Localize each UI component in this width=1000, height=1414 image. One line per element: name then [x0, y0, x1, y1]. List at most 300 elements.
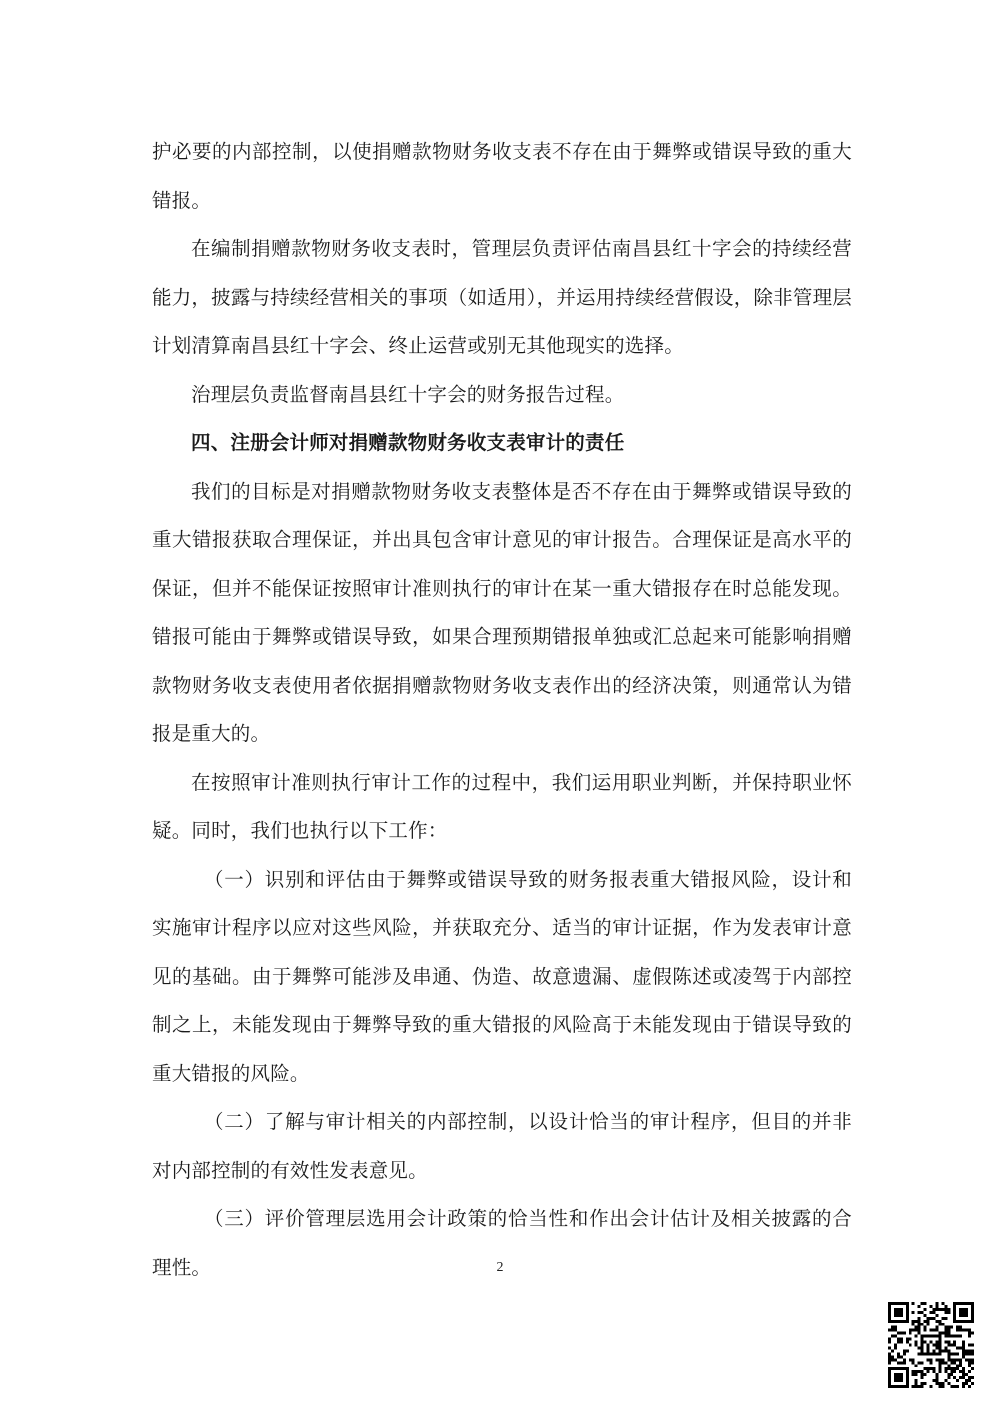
qr-module: [897, 1379, 900, 1382]
qr-module: [938, 1367, 941, 1370]
qr-module: [968, 1344, 971, 1347]
qr-module: [888, 1355, 891, 1358]
qr-module: [906, 1382, 909, 1385]
qr-module: [903, 1367, 906, 1370]
qr-module: [938, 1338, 941, 1341]
qr-module: [888, 1320, 891, 1323]
qr-module: [915, 1320, 918, 1323]
qr-module: [938, 1335, 941, 1338]
qr-module: [950, 1373, 953, 1376]
qr-module: [947, 1308, 950, 1311]
qr-module: [918, 1317, 921, 1320]
qr-module: [897, 1341, 900, 1344]
qr-module: [965, 1373, 968, 1376]
qr-module: [953, 1308, 956, 1311]
qr-module: [938, 1358, 941, 1361]
qr-module: [944, 1326, 947, 1329]
qr-module: [900, 1355, 903, 1358]
qr-module: [915, 1385, 918, 1388]
qr-module: [924, 1382, 927, 1385]
qr-module: [906, 1341, 909, 1344]
qr-module: [938, 1370, 941, 1373]
qr-module: [944, 1379, 947, 1382]
qr-module: [921, 1311, 924, 1314]
paragraph-internal-control: 护必要的内部控制，以使捐赠款物财务收支表不存在由于舞弊或错误导致的重大错报。: [152, 140, 852, 212]
qr-module: [965, 1302, 968, 1305]
qr-module: [947, 1352, 950, 1355]
qr-module: [900, 1373, 903, 1376]
qr-module: [897, 1361, 900, 1364]
qr-module: [906, 1320, 909, 1323]
qr-module: [971, 1314, 974, 1317]
qr-module: [924, 1302, 927, 1305]
qr-module: [918, 1352, 921, 1355]
qr-module: [915, 1344, 918, 1347]
qr-module: [953, 1320, 956, 1323]
qr-module: [906, 1317, 909, 1320]
qr-module: [894, 1302, 897, 1305]
qr-module: [921, 1352, 924, 1355]
qr-module: [971, 1344, 974, 1347]
qr-module: [894, 1379, 897, 1382]
qr-module: [938, 1349, 941, 1352]
qr-module: [927, 1320, 930, 1323]
qr-module: [891, 1326, 894, 1329]
qr-module: [947, 1311, 950, 1314]
qr-module: [932, 1367, 935, 1370]
qr-module: [932, 1370, 935, 1373]
qr-module: [968, 1379, 971, 1382]
qr-module: [915, 1326, 918, 1329]
qr-module: [912, 1302, 915, 1305]
qr-module: [888, 1317, 891, 1320]
qr-module: [971, 1358, 974, 1361]
qr-module: [906, 1311, 909, 1314]
qr-module: [965, 1349, 968, 1352]
qr-module: [930, 1317, 933, 1320]
qr-module: [918, 1326, 921, 1329]
qr-module: [956, 1335, 959, 1338]
qr-module: [944, 1308, 947, 1311]
qr-module: [891, 1385, 894, 1388]
list-item-3: （三）评价管理层选用会计政策的恰当性和作出会计估计及相关披露的合理性。: [152, 1207, 852, 1279]
qr-module: [962, 1302, 965, 1305]
section-heading-auditor-responsibility: 四、注册会计师对捐赠款物财务收支表审计的责任: [191, 431, 625, 454]
qr-module: [930, 1367, 933, 1370]
qr-module: [900, 1332, 903, 1335]
qr-module: [971, 1308, 974, 1311]
qr-module: [900, 1367, 903, 1370]
qr-module: [959, 1358, 962, 1361]
qr-module: [900, 1314, 903, 1317]
qr-module: [921, 1338, 924, 1341]
qr-module: [956, 1379, 959, 1382]
qr-module: [932, 1344, 935, 1347]
qr-module: [941, 1317, 944, 1320]
qr-module: [912, 1320, 915, 1323]
qr-module: [971, 1349, 974, 1352]
qr-module: [921, 1323, 924, 1326]
qr-module: [968, 1370, 971, 1373]
qr-module: [956, 1385, 959, 1388]
qr-module: [962, 1311, 965, 1314]
qr-module: [935, 1376, 938, 1379]
qr-module: [965, 1314, 968, 1317]
qr-module: [909, 1332, 912, 1335]
qr-module: [965, 1382, 968, 1385]
page-number: 2: [496, 1260, 504, 1275]
qr-module: [921, 1349, 924, 1352]
qr-module: [962, 1308, 965, 1311]
qr-module: [938, 1344, 941, 1347]
qr-module: [950, 1370, 953, 1373]
qr-module: [953, 1361, 956, 1364]
qr-module: [888, 1382, 891, 1385]
qr-module: [932, 1379, 935, 1382]
qr-module: [894, 1335, 897, 1338]
qr-module: [930, 1385, 933, 1388]
qr-module: [927, 1349, 930, 1352]
qr-module: [888, 1385, 891, 1388]
qr-module: [918, 1346, 921, 1349]
qr-module: [924, 1314, 927, 1317]
qr-module: [935, 1346, 938, 1349]
qr-module: [906, 1314, 909, 1317]
qr-module: [891, 1335, 894, 1338]
qr-module: [903, 1320, 906, 1323]
qr-module: [900, 1385, 903, 1388]
qr-module: [965, 1308, 968, 1311]
qr-module: [959, 1335, 962, 1338]
qr-module: [894, 1346, 897, 1349]
qr-module: [897, 1314, 900, 1317]
qr-module: [953, 1344, 956, 1347]
qr-module: [938, 1346, 941, 1349]
qr-module: [906, 1367, 909, 1370]
qr-module: [897, 1355, 900, 1358]
paragraph-audit-objective: 我们的目标是对捐赠款物财务收支表整体是否不存在由于舞弊或错误导致的重大错报获取合理保证，并出具包含审计意见的审计报告。合理保证是高水平的保证，但并不能保证按照审计准则执行的审计在某一重大错报存在时总能发现。错报可能由于舞弊或错误导致，如果合理预期错报单独或汇总起来可能影响捐赠款物财务收支表使用者依据捐赠款物财务收支表作出的经济决策，则通常认为错报是重大的。: [152, 479, 852, 745]
qr-module: [959, 1329, 962, 1332]
qr-module: [953, 1341, 956, 1344]
qr-module: [894, 1311, 897, 1314]
qr-module: [944, 1367, 947, 1370]
qr-module: [921, 1344, 924, 1347]
qr-module: [950, 1344, 953, 1347]
qr-module: [891, 1320, 894, 1323]
qr-module: [941, 1358, 944, 1361]
qr-module: [959, 1326, 962, 1329]
qr-module: [950, 1352, 953, 1355]
qr-module: [903, 1358, 906, 1361]
qr-module: [921, 1373, 924, 1376]
qr-module: [962, 1352, 965, 1355]
qr-module: [921, 1302, 924, 1305]
qr-module: [903, 1332, 906, 1335]
qr-module: [891, 1367, 894, 1370]
qr-module: [927, 1317, 930, 1320]
qr-module: [956, 1364, 959, 1367]
qr-module: [959, 1314, 962, 1317]
qr-module: [971, 1332, 974, 1335]
qr-module: [906, 1338, 909, 1341]
qr-module: [947, 1373, 950, 1376]
qr-module: [912, 1323, 915, 1326]
qr-module: [968, 1358, 971, 1361]
qr-module: [968, 1361, 971, 1364]
qr-module: [947, 1367, 950, 1370]
qr-module: [968, 1376, 971, 1379]
qr-module: [930, 1311, 933, 1314]
qr-module: [947, 1341, 950, 1344]
qr-module: [930, 1358, 933, 1361]
qr-module: [915, 1370, 918, 1373]
qr-module: [888, 1308, 891, 1311]
qr-module: [935, 1352, 938, 1355]
qr-module: [965, 1358, 968, 1361]
qr-module: [906, 1308, 909, 1311]
qr-module: [915, 1329, 918, 1332]
qr-module: [906, 1349, 909, 1352]
list-item-2: （二）了解与审计相关的内部控制，以设计恰当的审计程序，但目的并非对内部控制的有效性发表意见。: [152, 1110, 852, 1182]
qr-module: [924, 1320, 927, 1323]
qr-module: [888, 1376, 891, 1379]
qr-module: [962, 1346, 965, 1349]
qr-module: [950, 1335, 953, 1338]
qr-module: [935, 1341, 938, 1344]
qr-module: [953, 1370, 956, 1373]
qr-module: [903, 1302, 906, 1305]
qr-module: [938, 1341, 941, 1344]
qr-module: [935, 1308, 938, 1311]
qr-module: [959, 1308, 962, 1311]
qr-module: [953, 1385, 956, 1388]
qr-module: [891, 1302, 894, 1305]
qr-module: [959, 1302, 962, 1305]
qr-module: [918, 1332, 921, 1335]
qr-module: [888, 1314, 891, 1317]
qr-module: [912, 1361, 915, 1364]
qr-module: [900, 1376, 903, 1379]
qr-module: [959, 1370, 962, 1373]
qr-module: [888, 1341, 891, 1344]
qr-module: [927, 1344, 930, 1347]
qr-module: [959, 1361, 962, 1364]
qr-module: [935, 1302, 938, 1305]
qr-module: [941, 1349, 944, 1352]
qr-module: [941, 1302, 944, 1305]
qr-module: [965, 1379, 968, 1382]
qr-module: [941, 1385, 944, 1388]
qr-module: [968, 1335, 971, 1338]
qr-module: [947, 1355, 950, 1358]
qr-module: [894, 1373, 897, 1376]
qr-module: [897, 1376, 900, 1379]
qr-module: [935, 1314, 938, 1317]
qr-module: [968, 1329, 971, 1332]
qr-module: [947, 1349, 950, 1352]
qr-module: [894, 1385, 897, 1388]
qr-module: [888, 1370, 891, 1373]
qr-module: [941, 1308, 944, 1311]
qr-module: [953, 1305, 956, 1308]
qr-module: [900, 1320, 903, 1323]
qr-module: [888, 1361, 891, 1364]
qr-module: [921, 1335, 924, 1338]
qr-module: [888, 1367, 891, 1370]
qr-module: [944, 1332, 947, 1335]
qr-module: [897, 1338, 900, 1341]
qr-module: [962, 1373, 965, 1376]
qr-module: [909, 1358, 912, 1361]
paragraph-governance: 治理层负责监督南昌县红十字会的财务报告过程。: [191, 382, 625, 406]
qr-module: [888, 1346, 891, 1349]
qr-module: [918, 1361, 921, 1364]
qr-module: [956, 1346, 959, 1349]
qr-module: [956, 1367, 959, 1370]
qr-module: [894, 1314, 897, 1317]
qr-module: [962, 1355, 965, 1358]
qr-module: [950, 1385, 953, 1388]
qr-module: [912, 1385, 915, 1388]
qr-module: [968, 1352, 971, 1355]
qr-module: [930, 1352, 933, 1355]
qr-module: [918, 1320, 921, 1323]
qr-module: [944, 1335, 947, 1338]
qr-module: [938, 1385, 941, 1388]
qr-module: [921, 1382, 924, 1385]
qr-module: [947, 1326, 950, 1329]
qr-module: [900, 1338, 903, 1341]
qr-module: [962, 1344, 965, 1347]
qr-module: [906, 1385, 909, 1388]
qr-module: [930, 1341, 933, 1344]
qr-module: [921, 1370, 924, 1373]
qr-module: [947, 1364, 950, 1367]
qr-module: [935, 1320, 938, 1323]
qr-module: [935, 1329, 938, 1332]
qr-module: [932, 1349, 935, 1352]
qr-module: [962, 1370, 965, 1373]
qr-module: [938, 1382, 941, 1385]
qr-module: [932, 1329, 935, 1332]
qr-module: [941, 1323, 944, 1326]
qr-module: [897, 1302, 900, 1305]
qr-module: [909, 1338, 912, 1341]
qr-module: [894, 1358, 897, 1361]
paragraph-professional-judgment: 在按照审计准则执行审计工作的过程中，我们运用职业判断，并保持职业怀疑。同时，我们也执行以下工作：: [152, 770, 852, 842]
qr-module: [947, 1332, 950, 1335]
qr-module: [894, 1326, 897, 1329]
qr-module: [950, 1361, 953, 1364]
qr-module: [930, 1335, 933, 1338]
qr-module: [894, 1308, 897, 1311]
qr-module: [924, 1367, 927, 1370]
paragraph-going-concern: 在编制捐赠款物财务收支表时，管理层负责评估南昌县红十字会的持续经营能力，披露与持续经营相关的事项（如适用），并运用持续经营假设，除非管理层计划清算南昌县红十字会、终止运营或别无其他现实的选择。: [152, 237, 852, 357]
qr-code-icon: [888, 1302, 974, 1388]
qr-module: [971, 1305, 974, 1308]
qr-module: [903, 1352, 906, 1355]
qr-module: [944, 1311, 947, 1314]
qr-module: [930, 1361, 933, 1364]
qr-module: [935, 1373, 938, 1376]
qr-module: [924, 1329, 927, 1332]
qr-module: [953, 1335, 956, 1338]
qr-module: [921, 1385, 924, 1388]
qr-module: [906, 1379, 909, 1382]
qr-module: [965, 1329, 968, 1332]
document-body: [152, 128, 852, 1292]
qr-module: [924, 1341, 927, 1344]
qr-module: [953, 1358, 956, 1361]
qr-module: [953, 1311, 956, 1314]
qr-module: [897, 1385, 900, 1388]
qr-module: [941, 1382, 944, 1385]
qr-module: [965, 1320, 968, 1323]
qr-module: [906, 1305, 909, 1308]
qr-module: [971, 1320, 974, 1323]
qr-module: [962, 1382, 965, 1385]
qr-module: [953, 1352, 956, 1355]
qr-module: [918, 1305, 921, 1308]
qr-module: [968, 1349, 971, 1352]
qr-module: [924, 1326, 927, 1329]
qr-module: [912, 1329, 915, 1332]
qr-module: [962, 1341, 965, 1344]
qr-module: [971, 1302, 974, 1305]
qr-module: [959, 1320, 962, 1323]
qr-module: [935, 1335, 938, 1338]
qr-module: [906, 1302, 909, 1305]
qr-module: [918, 1311, 921, 1314]
qr-module: [903, 1361, 906, 1364]
qr-module: [927, 1323, 930, 1326]
qr-module: [953, 1314, 956, 1317]
qr-module: [888, 1373, 891, 1376]
qr-module: [944, 1305, 947, 1308]
qr-module: [897, 1308, 900, 1311]
qr-module: [888, 1302, 891, 1305]
qr-module: [924, 1373, 927, 1376]
qr-module: [900, 1302, 903, 1305]
qr-module: [962, 1320, 965, 1323]
qr-module: [968, 1320, 971, 1323]
list-item-1: （一）识别和评估由于舞弊或错误导致的财务报表重大错报风险，设计和实施审计程序以应对这些风险，并获取充分、适当的审计证据，作为发表审计意见的基础。由于舞弊可能涉及串通、伪造、故意遗漏、虚假陈述或凌驾于内部控制之上，未能发现由于舞弊导致的重大错报的风险高于未能发现由于错误导致的重大错报的风险。: [152, 867, 852, 1085]
qr-module: [894, 1376, 897, 1379]
qr-module: [944, 1349, 947, 1352]
qr-module: [912, 1370, 915, 1373]
qr-module: [971, 1352, 974, 1355]
qr-module: [897, 1352, 900, 1355]
qr-module: [897, 1367, 900, 1370]
qr-module: [909, 1344, 912, 1347]
qr-module: [947, 1329, 950, 1332]
qr-module: [918, 1370, 921, 1373]
qr-module: [968, 1302, 971, 1305]
qr-module: [965, 1352, 968, 1355]
qr-module: [971, 1367, 974, 1370]
qr-module: [927, 1370, 930, 1373]
qr-module: [932, 1308, 935, 1311]
qr-module: [956, 1352, 959, 1355]
qr-module: [938, 1361, 941, 1364]
qr-module: [888, 1379, 891, 1382]
qr-module: [962, 1376, 965, 1379]
qr-module: [888, 1305, 891, 1308]
qr-module: [944, 1317, 947, 1320]
qr-module: [927, 1346, 930, 1349]
qr-module: [888, 1329, 891, 1332]
qr-module: [938, 1323, 941, 1326]
